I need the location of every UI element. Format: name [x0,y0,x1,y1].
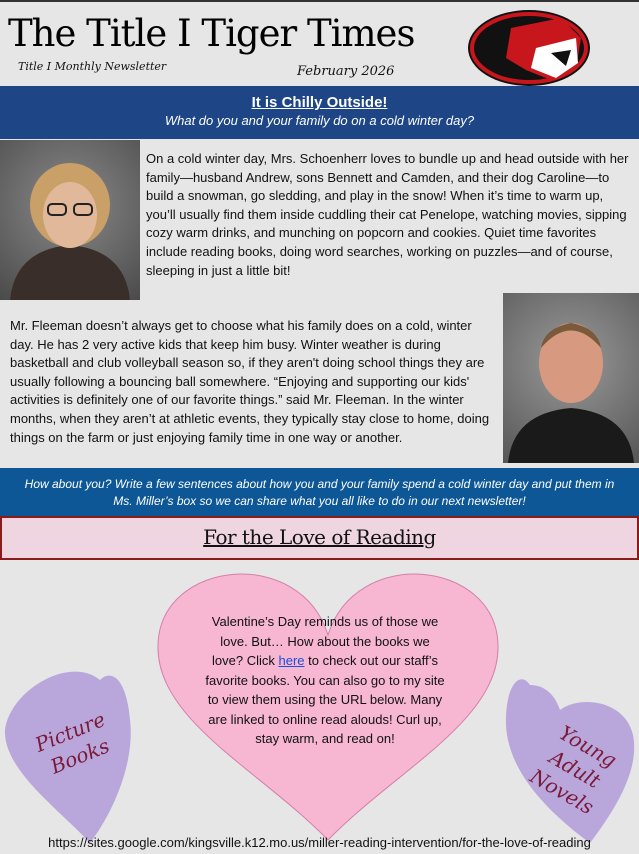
section-banner [0,86,639,139]
section-heading: It is Chilly Outside! [251,94,388,111]
newsletter-subtitle: Title I Monthly Newsletter [18,60,167,73]
reading-text [205,612,445,749]
issue-date: February 2026 [297,64,395,79]
reading-text-part2: to check out our staff’s favorite books. You can also go to my site to view them using the URL below. Many are linked to online read alouds! Curl up, stay warm, and read on! [205,653,445,746]
reading-heading: For the Love of Reading [203,525,436,549]
section-subheading: What do you and your family do on a cold winter day? [164,113,475,128]
reading-url[interactable]: https://sites.google.com/kingsville.k12.mo.us/miller-reading-intervention/for-the-love-of-reading [48,835,591,850]
paragraph-fleeman: Mr. Fleeman doesn’t always get to choose what his family does on a cold, winter day. He has 2 very active kids that keep him busy. Winter weather is during basketball and club volleyball season so, if they aren't doing school things they are usually following a bouncing ball somewhere. “Enjoying and supporting our kids' activities is definitely one of our favorite things.” said Mr. Fleeman. In the winter months, when they aren’t at athletic events, they typically stay close to home, doing things on the farm or just enjoying family time in one way or another. [10,318,490,445]
tiger-logo [466,8,592,88]
photo-mrs-schoenherr [0,140,140,300]
reading-banner [0,516,639,560]
paragraph-schoenherr: On a cold winter day, Mrs. Schoenherr loves to bundle up and head outside with her family—husband Andrew, sons Bennett and Camden, and their dog Caroline—to build a snowman, go sledding, and play in the snow! When it’s time to warm up, you’ll usually find them inside cuddling their cat Penelope, watching movies, sipping cozy warm drinks, and munching on popcorn and cookies. Quiet time favorites include reading books, doing word searches, working on puzzles—and of course, sleeping in just a little bit! [146,151,629,278]
picture-books-label: Picture Books [31,707,113,779]
staff-books-link[interactable]: here [278,653,305,668]
young-adult-novels-label: Young Adult Novels [525,720,621,820]
newsletter-title: The Title I Tiger Times [8,12,415,55]
reading-text-part1: Valentine’s Day reminds us of those we love. But… How about the books we love? Click [211,614,439,668]
photo-mr-fleeman [503,293,639,463]
top-border [0,0,639,2]
callout-banner: How about you? Write a few sentences about how you and your family spend a cold winter day and put them in Ms. Miller’s box so we can share what you all like to do in our next newsletter! [0,468,639,516]
